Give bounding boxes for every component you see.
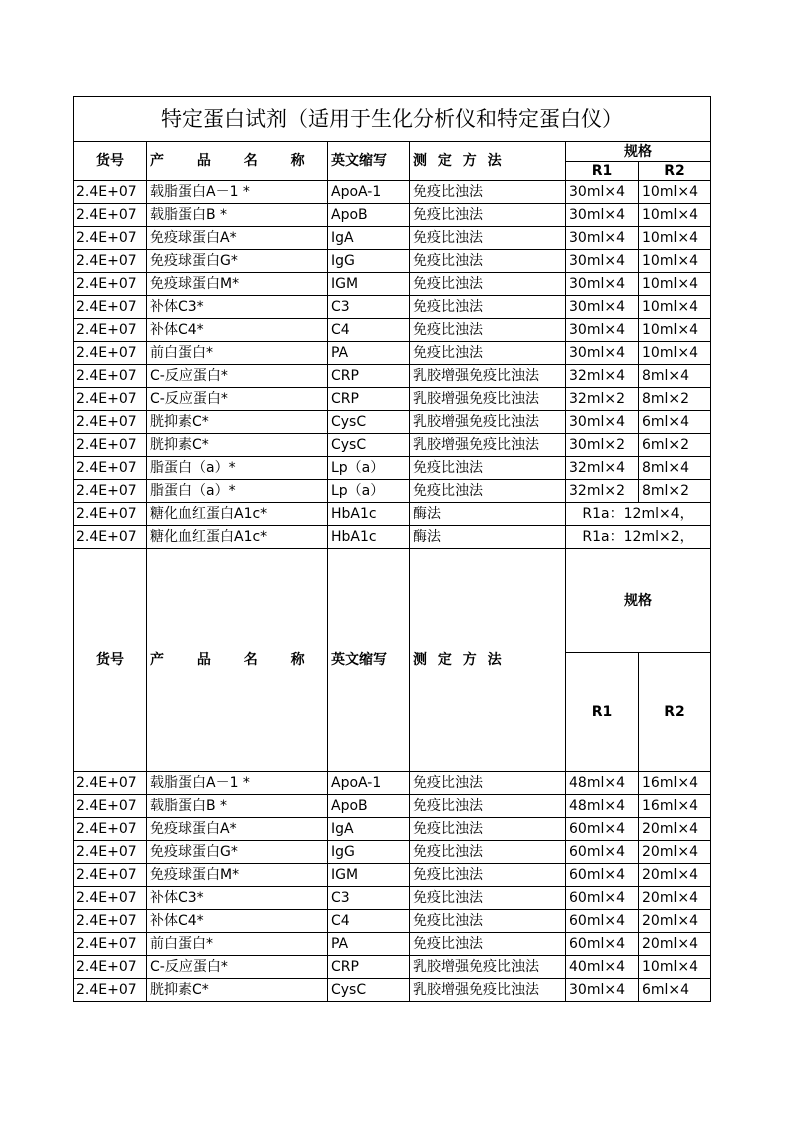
table-row bbox=[74, 296, 711, 319]
cell-product-name: 免疫球蛋白M* bbox=[147, 864, 328, 887]
cell-spec: R1a：12ml×4， bbox=[566, 503, 711, 526]
cell-product-name: 补体C4* bbox=[147, 910, 328, 933]
cell-r2: 16ml×4 bbox=[639, 772, 711, 795]
cell-code: 2.4E+07 bbox=[74, 388, 147, 411]
header-method: 测 定 方 法 bbox=[410, 549, 566, 772]
cell-method: 免疫比浊法 bbox=[410, 319, 566, 342]
cell-r2: 20ml×4 bbox=[639, 933, 711, 956]
cell-abbr: IgG bbox=[328, 841, 410, 864]
cell-code: 2.4E+07 bbox=[74, 250, 147, 273]
cell-code: 2.4E+07 bbox=[74, 526, 147, 549]
cell-r2: 6ml×4 bbox=[639, 411, 711, 434]
cell-product-name: 糖化血红蛋白A1c* bbox=[147, 526, 328, 549]
cell-r2: 20ml×4 bbox=[639, 864, 711, 887]
cell-product-name: 补体C3* bbox=[147, 887, 328, 910]
table-row bbox=[74, 795, 711, 818]
cell-r2: 10ml×4 bbox=[639, 296, 711, 319]
cell-product-name: 载脂蛋白B * bbox=[147, 795, 328, 818]
cell-r1: 30ml×2 bbox=[566, 434, 639, 457]
cell-abbr: C4 bbox=[328, 319, 410, 342]
cell-abbr: IGM bbox=[328, 273, 410, 296]
cell-r1: 32ml×2 bbox=[566, 388, 639, 411]
cell-method: 免疫比浊法 bbox=[410, 887, 566, 910]
cell-abbr: PA bbox=[328, 342, 410, 365]
cell-product-name: 脂蛋白（a）* bbox=[147, 457, 328, 480]
cell-abbr: CysC bbox=[328, 434, 410, 457]
reagent-spec-table bbox=[73, 96, 711, 1002]
cell-abbr: IgA bbox=[328, 227, 410, 250]
table-row bbox=[74, 319, 711, 342]
cell-code: 2.4E+07 bbox=[74, 864, 147, 887]
page-title: 特定蛋白试剂（适用于生化分析仪和特定蛋白仪） bbox=[74, 97, 711, 142]
cell-method: 免疫比浊法 bbox=[410, 841, 566, 864]
cell-r1: 30ml×4 bbox=[566, 227, 639, 250]
cell-code: 2.4E+07 bbox=[74, 411, 147, 434]
table-row bbox=[74, 434, 711, 457]
cell-method: 免疫比浊法 bbox=[410, 864, 566, 887]
cell-r2: 10ml×4 bbox=[639, 319, 711, 342]
cell-r2: 10ml×4 bbox=[639, 273, 711, 296]
cell-r1: 48ml×4 bbox=[566, 795, 639, 818]
table-row bbox=[74, 933, 711, 956]
table-row bbox=[74, 457, 711, 480]
header-r1: R1 bbox=[566, 162, 639, 181]
cell-product-name: 前白蛋白* bbox=[147, 342, 328, 365]
cell-method: 乳胶增强免疫比浊法 bbox=[410, 365, 566, 388]
cell-abbr: ApoB bbox=[328, 795, 410, 818]
cell-method: 免疫比浊法 bbox=[410, 250, 566, 273]
cell-method: 免疫比浊法 bbox=[410, 933, 566, 956]
cell-r1: 60ml×4 bbox=[566, 933, 639, 956]
cell-r1: 30ml×4 bbox=[566, 250, 639, 273]
table-row bbox=[74, 956, 711, 979]
table-row bbox=[74, 227, 711, 250]
cell-r1: 30ml×4 bbox=[566, 411, 639, 434]
table-row bbox=[74, 342, 711, 365]
cell-r2: 20ml×4 bbox=[639, 887, 711, 910]
table-row bbox=[74, 526, 711, 549]
cell-abbr: CysC bbox=[328, 979, 410, 1002]
cell-abbr: Lp（a） bbox=[328, 457, 410, 480]
cell-r1: 30ml×4 bbox=[566, 181, 639, 204]
table-row bbox=[74, 864, 711, 887]
cell-product-name: C-反应蛋白* bbox=[147, 956, 328, 979]
cell-product-name: 免疫球蛋白G* bbox=[147, 841, 328, 864]
cell-r2: 6ml×2 bbox=[639, 434, 711, 457]
header-method: 测 定 方 法 bbox=[410, 142, 566, 181]
cell-abbr: C3 bbox=[328, 887, 410, 910]
cell-method: 免疫比浊法 bbox=[410, 296, 566, 319]
table-row bbox=[74, 979, 711, 1002]
cell-r1: 30ml×4 bbox=[566, 342, 639, 365]
header-product-name: 产 品 名 称 bbox=[147, 142, 328, 181]
cell-r2: 20ml×4 bbox=[639, 818, 711, 841]
cell-method: 乳胶增强免疫比浊法 bbox=[410, 956, 566, 979]
cell-code: 2.4E+07 bbox=[74, 795, 147, 818]
cell-code: 2.4E+07 bbox=[74, 503, 147, 526]
cell-code: 2.4E+07 bbox=[74, 841, 147, 864]
table-row bbox=[74, 204, 711, 227]
header-abbr: 英文缩写 bbox=[328, 142, 410, 181]
cell-code: 2.4E+07 bbox=[74, 227, 147, 250]
cell-product-name: 免疫球蛋白A* bbox=[147, 818, 328, 841]
cell-product-name: C-反应蛋白* bbox=[147, 365, 328, 388]
cell-r2: 10ml×4 bbox=[639, 204, 711, 227]
table-row bbox=[74, 503, 711, 526]
cell-abbr: HbA1c bbox=[328, 526, 410, 549]
cell-method: 免疫比浊法 bbox=[410, 910, 566, 933]
cell-product-name: 胱抑素C* bbox=[147, 979, 328, 1002]
cell-method: 免疫比浊法 bbox=[410, 818, 566, 841]
table-row bbox=[74, 181, 711, 204]
table-row bbox=[74, 273, 711, 296]
cell-product-name: 免疫球蛋白M* bbox=[147, 273, 328, 296]
cell-abbr: Lp（a） bbox=[328, 480, 410, 503]
cell-r2: 8ml×2 bbox=[639, 388, 711, 411]
cell-abbr: PA bbox=[328, 933, 410, 956]
cell-r1: 48ml×4 bbox=[566, 772, 639, 795]
cell-method: 免疫比浊法 bbox=[410, 795, 566, 818]
table-row bbox=[74, 480, 711, 503]
cell-r2: 20ml×4 bbox=[639, 910, 711, 933]
cell-abbr: CysC bbox=[328, 411, 410, 434]
cell-method: 乳胶增强免疫比浊法 bbox=[410, 979, 566, 1002]
header-code: 货号 bbox=[74, 142, 147, 181]
table-row bbox=[74, 388, 711, 411]
cell-code: 2.4E+07 bbox=[74, 979, 147, 1002]
cell-code: 2.4E+07 bbox=[74, 772, 147, 795]
cell-r2: 8ml×2 bbox=[639, 480, 711, 503]
cell-r2: 10ml×4 bbox=[639, 181, 711, 204]
cell-spec: R1a：12ml×2， bbox=[566, 526, 711, 549]
cell-abbr: CRP bbox=[328, 365, 410, 388]
table-row bbox=[74, 250, 711, 273]
cell-abbr: CRP bbox=[328, 388, 410, 411]
cell-product-name: C-反应蛋白* bbox=[147, 388, 328, 411]
cell-code: 2.4E+07 bbox=[74, 296, 147, 319]
cell-product-name: 载脂蛋白A－1 * bbox=[147, 772, 328, 795]
cell-product-name: 补体C3* bbox=[147, 296, 328, 319]
cell-r1: 60ml×4 bbox=[566, 887, 639, 910]
cell-r2: 10ml×4 bbox=[639, 342, 711, 365]
cell-r2: 8ml×4 bbox=[639, 365, 711, 388]
cell-method: 免疫比浊法 bbox=[410, 273, 566, 296]
cell-abbr: ApoA-1 bbox=[328, 181, 410, 204]
cell-code: 2.4E+07 bbox=[74, 933, 147, 956]
cell-abbr: IgA bbox=[328, 818, 410, 841]
cell-method: 免疫比浊法 bbox=[410, 480, 566, 503]
cell-code: 2.4E+07 bbox=[74, 457, 147, 480]
header-spec: 规格 bbox=[566, 142, 711, 162]
cell-r2: 16ml×4 bbox=[639, 795, 711, 818]
cell-abbr: CRP bbox=[328, 956, 410, 979]
cell-abbr: IgG bbox=[328, 250, 410, 273]
cell-abbr: HbA1c bbox=[328, 503, 410, 526]
cell-product-name: 糖化血红蛋白A1c* bbox=[147, 503, 328, 526]
cell-code: 2.4E+07 bbox=[74, 818, 147, 841]
header-r2: R2 bbox=[639, 653, 711, 772]
header-product-name: 产 品 名 称 bbox=[147, 549, 328, 772]
header-spec: 规格 bbox=[566, 549, 711, 653]
cell-r2: 10ml×4 bbox=[639, 956, 711, 979]
cell-code: 2.4E+07 bbox=[74, 910, 147, 933]
cell-method: 免疫比浊法 bbox=[410, 204, 566, 227]
cell-method: 酶法 bbox=[410, 526, 566, 549]
cell-code: 2.4E+07 bbox=[74, 273, 147, 296]
cell-r2: 20ml×4 bbox=[639, 841, 711, 864]
header-code: 货号 bbox=[74, 549, 147, 772]
table-row bbox=[74, 411, 711, 434]
cell-method: 酶法 bbox=[410, 503, 566, 526]
table-row bbox=[74, 772, 711, 795]
cell-product-name: 前白蛋白* bbox=[147, 933, 328, 956]
table-row bbox=[74, 887, 711, 910]
cell-r2: 10ml×4 bbox=[639, 250, 711, 273]
cell-r1: 60ml×4 bbox=[566, 910, 639, 933]
cell-method: 免疫比浊法 bbox=[410, 342, 566, 365]
table-row bbox=[74, 818, 711, 841]
cell-r1: 30ml×4 bbox=[566, 296, 639, 319]
cell-r1: 60ml×4 bbox=[566, 818, 639, 841]
cell-r1: 32ml×2 bbox=[566, 480, 639, 503]
cell-method: 乳胶增强免疫比浊法 bbox=[410, 434, 566, 457]
cell-r1: 30ml×4 bbox=[566, 204, 639, 227]
cell-code: 2.4E+07 bbox=[74, 956, 147, 979]
cell-abbr: ApoA-1 bbox=[328, 772, 410, 795]
cell-r1: 32ml×4 bbox=[566, 457, 639, 480]
cell-abbr: C4 bbox=[328, 910, 410, 933]
cell-code: 2.4E+07 bbox=[74, 204, 147, 227]
cell-code: 2.4E+07 bbox=[74, 181, 147, 204]
cell-method: 乳胶增强免疫比浊法 bbox=[410, 411, 566, 434]
cell-code: 2.4E+07 bbox=[74, 887, 147, 910]
header-r2: R2 bbox=[639, 162, 711, 181]
cell-r1: 30ml×4 bbox=[566, 979, 639, 1002]
cell-code: 2.4E+07 bbox=[74, 434, 147, 457]
cell-product-name: 免疫球蛋白A* bbox=[147, 227, 328, 250]
cell-abbr: IGM bbox=[328, 864, 410, 887]
cell-method: 免疫比浊法 bbox=[410, 181, 566, 204]
cell-product-name: 免疫球蛋白G* bbox=[147, 250, 328, 273]
header-abbr: 英文缩写 bbox=[328, 549, 410, 772]
cell-code: 2.4E+07 bbox=[74, 319, 147, 342]
cell-product-name: 载脂蛋白A－1 * bbox=[147, 181, 328, 204]
cell-product-name: 胱抑素C* bbox=[147, 434, 328, 457]
cell-code: 2.4E+07 bbox=[74, 480, 147, 503]
table-row bbox=[74, 910, 711, 933]
cell-r2: 8ml×4 bbox=[639, 457, 711, 480]
cell-abbr: ApoB bbox=[328, 204, 410, 227]
cell-r1: 30ml×4 bbox=[566, 319, 639, 342]
cell-product-name: 胱抑素C* bbox=[147, 411, 328, 434]
cell-r1: 32ml×4 bbox=[566, 365, 639, 388]
cell-product-name: 脂蛋白（a）* bbox=[147, 480, 328, 503]
cell-r2: 10ml×4 bbox=[639, 227, 711, 250]
cell-method: 免疫比浊法 bbox=[410, 772, 566, 795]
header-r1: R1 bbox=[566, 653, 639, 772]
table-row bbox=[74, 841, 711, 864]
cell-method: 免疫比浊法 bbox=[410, 457, 566, 480]
cell-product-name: 补体C4* bbox=[147, 319, 328, 342]
cell-method: 免疫比浊法 bbox=[410, 227, 566, 250]
cell-product-name: 载脂蛋白B * bbox=[147, 204, 328, 227]
cell-r1: 60ml×4 bbox=[566, 841, 639, 864]
cell-r1: 60ml×4 bbox=[566, 864, 639, 887]
cell-r1: 40ml×4 bbox=[566, 956, 639, 979]
cell-code: 2.4E+07 bbox=[74, 365, 147, 388]
cell-abbr: C3 bbox=[328, 296, 410, 319]
cell-r1: 30ml×4 bbox=[566, 273, 639, 296]
cell-r2: 6ml×4 bbox=[639, 979, 711, 1002]
cell-code: 2.4E+07 bbox=[74, 342, 147, 365]
cell-method: 乳胶增强免疫比浊法 bbox=[410, 388, 566, 411]
table-row bbox=[74, 365, 711, 388]
